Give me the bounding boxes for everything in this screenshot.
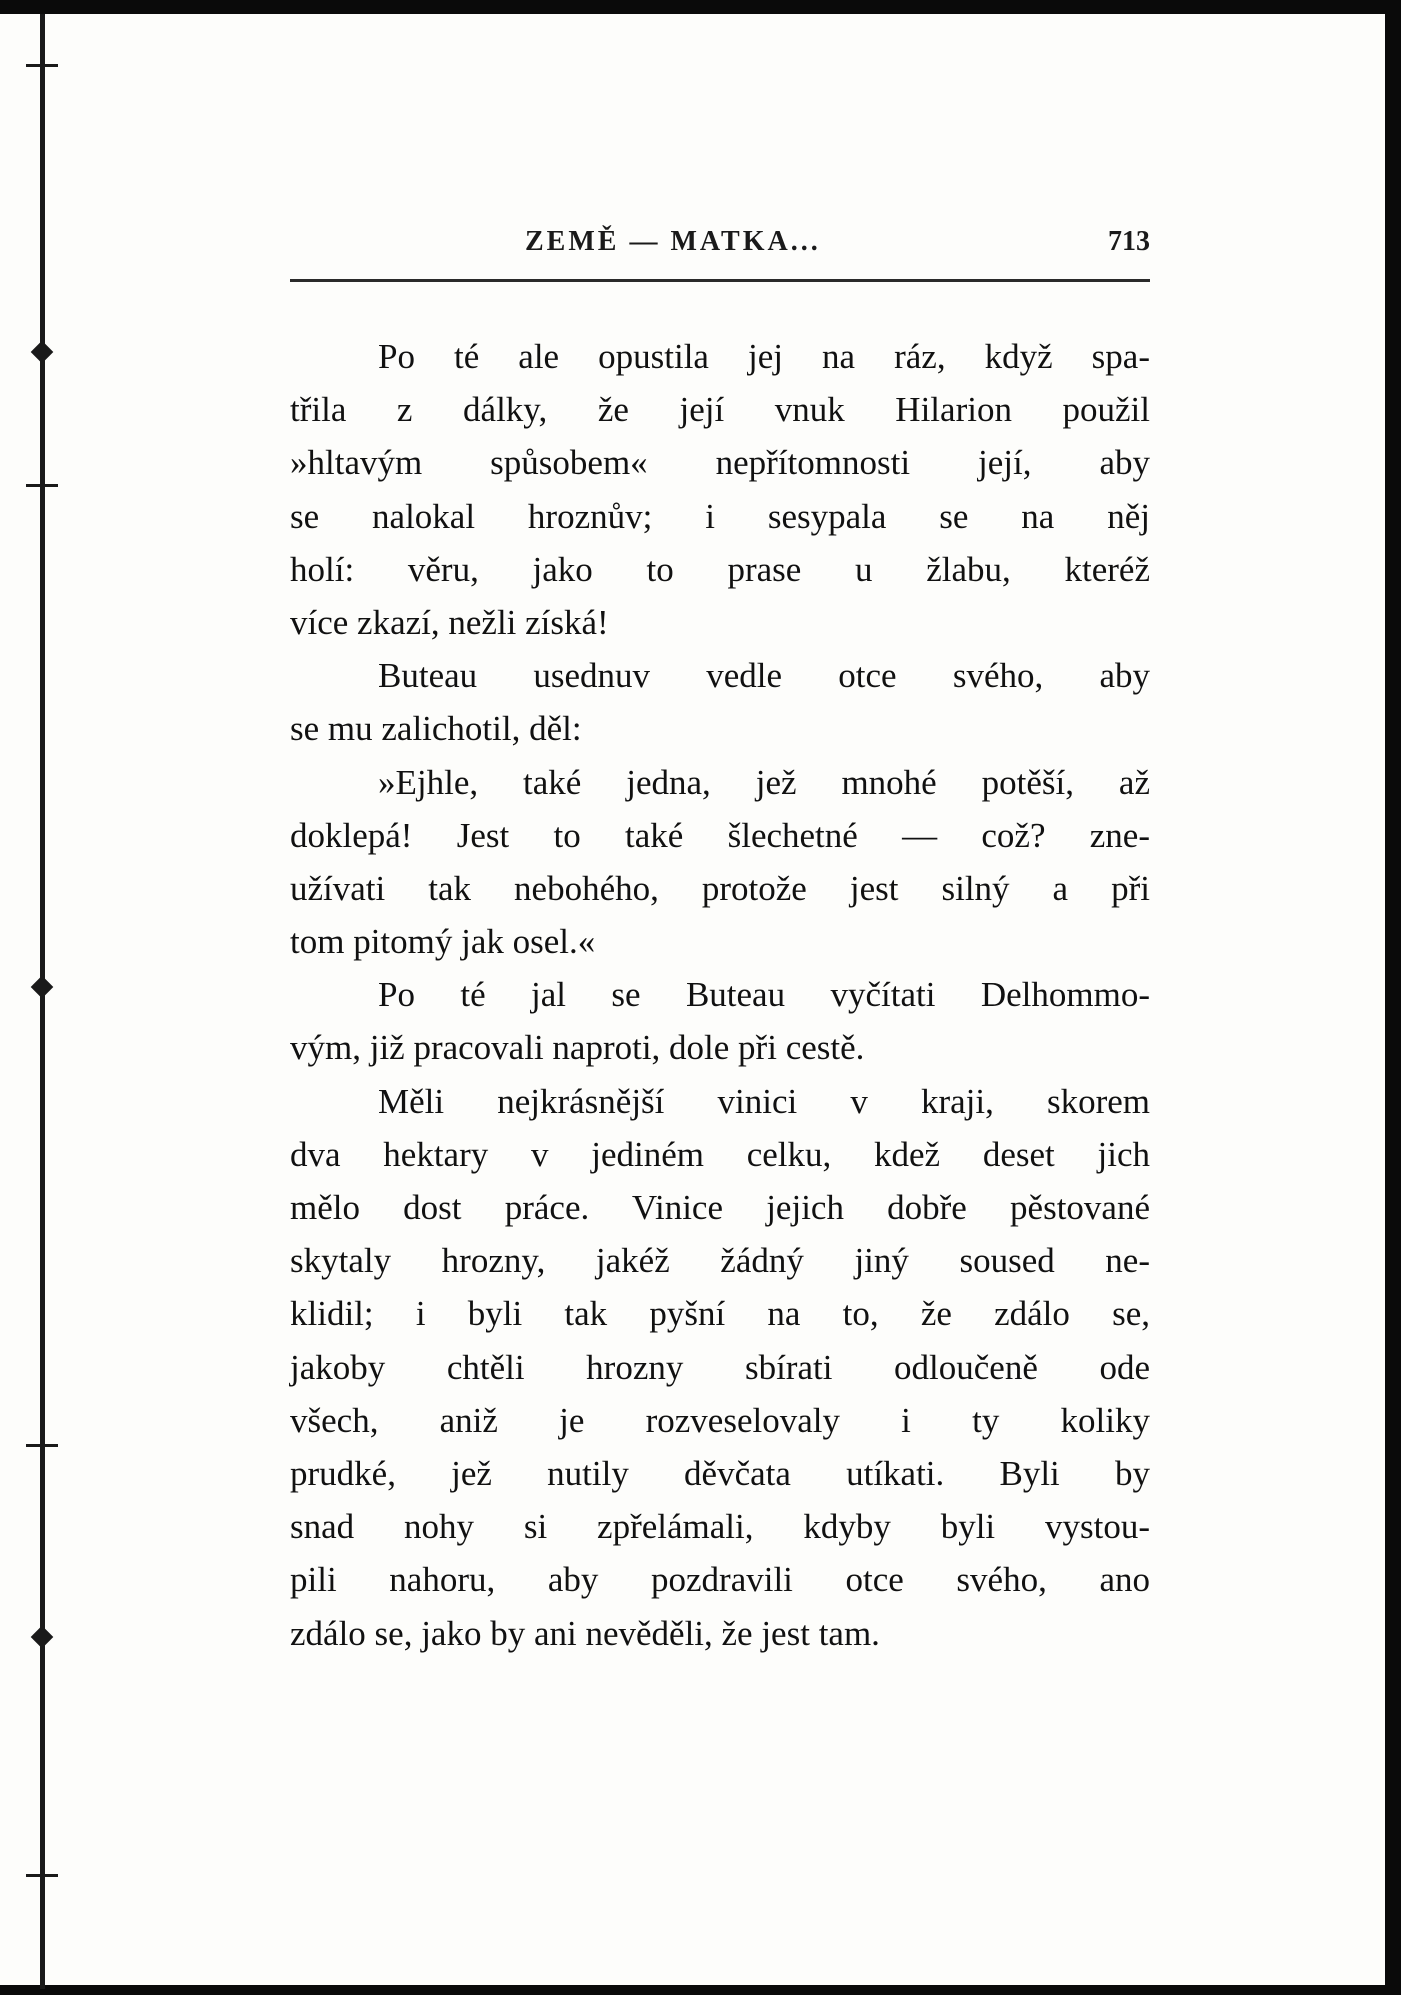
body-text — [290, 330, 1150, 1660]
text-line: Po té ale opustila jej na ráz, když spa- — [378, 337, 1150, 376]
binding-edge — [0, 14, 60, 1989]
scan-edge-right — [1385, 0, 1401, 1995]
text-line: Měli nejkrásnější vinici v kraji, skorem — [378, 1081, 1150, 1121]
binding-rule — [40, 14, 45, 1989]
header-rule — [290, 279, 1150, 282]
text-line: všech, aniž je rozveselovaly i ty koliky — [290, 1400, 1150, 1440]
text-line: zdálo se, jako by ani nevěděli, že jest tam. — [290, 1613, 880, 1653]
text-line: doklepá! Jest to také šlechetné — což? zne- — [290, 815, 1150, 855]
binding-stitch — [26, 1874, 58, 1877]
text-line: mělo dost práce. Vinice jejich dobře pěstované — [290, 1188, 1150, 1227]
text-line: třila z dálky, že její vnuk Hilarion použil — [290, 390, 1150, 430]
binding-stitch — [26, 484, 58, 487]
text-line: více zkazí, nežli získá! — [290, 602, 609, 642]
page-number: 713 — [1108, 226, 1150, 257]
text-line: »Ejhle, také jedna, jež mnohé potěší, až — [378, 762, 1150, 802]
text-line: vým, již pracovali naproti, dole při cestě. — [290, 1028, 865, 1068]
text-line: dva hektary v jediném celku, kdež deset jich — [290, 1134, 1150, 1174]
text-line: skytaly hrozny, jakéž žádný jiný soused ne- — [290, 1241, 1150, 1281]
text-line: snad nohy si zpřelámali, kdyby byli vystou- — [290, 1507, 1150, 1547]
text-line: Buteau usednuv vedle otce svého, aby — [378, 656, 1150, 696]
text-line: pili nahoru, aby pozdravili otce svého, ano — [290, 1560, 1150, 1600]
binding-knot — [31, 976, 54, 999]
text-line: Po té jal se Buteau vyčítati Delhommo- — [378, 975, 1150, 1015]
scan-edge-bottom — [0, 1985, 1401, 1995]
text-line: holí: věru, jako to prase u žlabu, kteréž — [290, 549, 1150, 589]
binding-knot — [31, 1626, 54, 1649]
text-line: »hltavým spůsobem« nepřítomnosti její, aby — [290, 443, 1150, 483]
running-title: ZEMĚ — MATKA... — [525, 226, 821, 257]
scan-edge-top — [0, 0, 1401, 14]
binding-stitch — [26, 64, 58, 67]
text-line: jakoby chtěli hrozny sbírati odloučeně ode — [290, 1347, 1150, 1387]
text-line: tom pitomý jak osel.« — [290, 922, 596, 962]
binding-knot — [31, 341, 54, 364]
page-header — [290, 226, 1150, 272]
text-line: prudké, jež nutily děvčata utíkati. Byli by — [290, 1453, 1150, 1493]
text-line: se mu zalichotil, děl: — [290, 709, 582, 749]
text-line: se nalokal hroznův; i sesypala se na něj — [290, 496, 1150, 536]
binding-stitch — [26, 1444, 58, 1447]
text-line: klidil; i byli tak pyšní na to, že zdálo se, — [290, 1294, 1150, 1334]
text-line: užívati tak nebohého, protože jest silný a při — [290, 868, 1150, 908]
